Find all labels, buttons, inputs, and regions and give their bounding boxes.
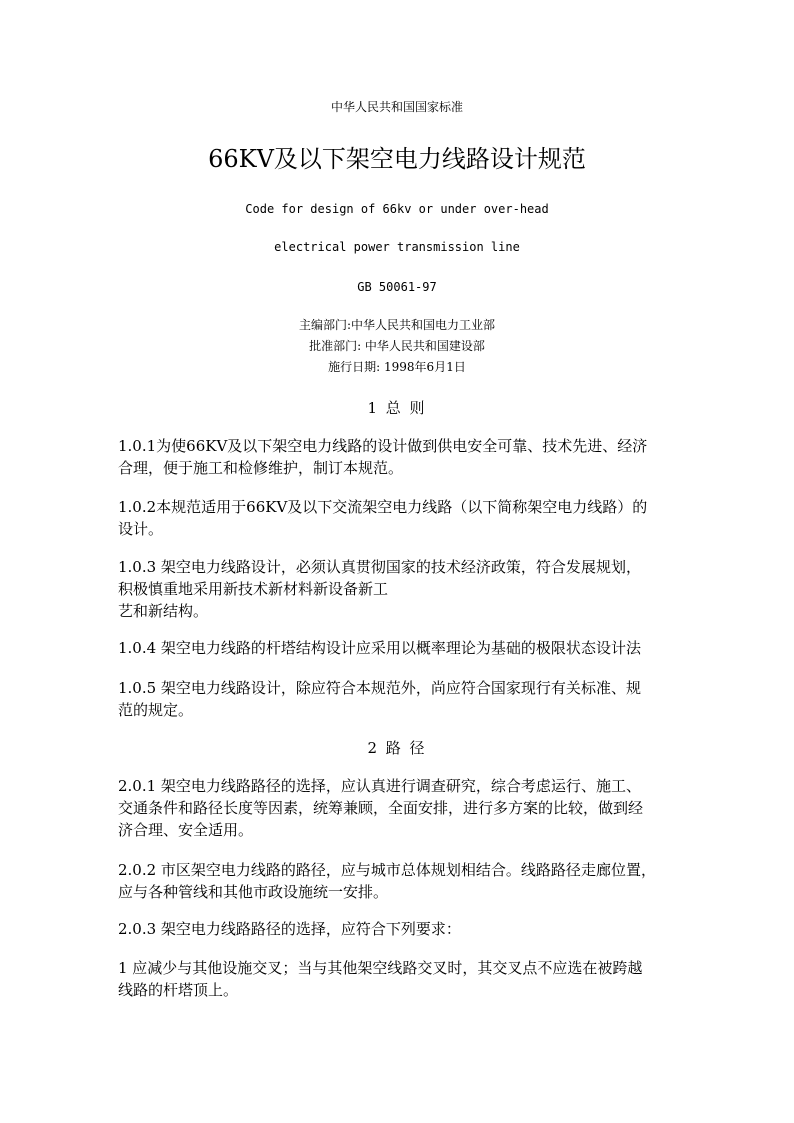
clause-2-0-2 <box>118 859 684 903</box>
english-title-line-1: Code for design of 66kv or under over-head <box>245 202 549 216</box>
approver-department: 批准部门: 中华人民共和国建设部 <box>309 339 485 353</box>
clause-1-0-5 <box>118 677 684 721</box>
clause-1-0-3 <box>118 556 684 622</box>
clause-2-0-3 <box>118 918 684 940</box>
clause-2-0-3-item-1 <box>118 957 684 1001</box>
clause-line: 合理，便于施工和检修维护，制订本规范。 <box>118 459 404 477</box>
clause-line: 1.0.3 架空电力线路设计，必须认真贯彻国家的技术经济政策，符合发展规划， <box>118 558 641 576</box>
clause-1-0-4 <box>118 637 684 659</box>
clause-line: 应与各种管线和其他市政设施统一安排。 <box>118 883 389 901</box>
clause-1-0-1 <box>118 435 684 479</box>
standard-code: GB 50061-97 <box>357 280 437 294</box>
clause-line: 2.0.3 架空电力线路路径的选择，应符合下列要求： <box>118 920 461 938</box>
english-title-line-2: electrical power transmission line <box>274 240 520 254</box>
clause-line: 设计。 <box>118 520 164 538</box>
chapter-2-heading: 2 路 径 <box>367 739 427 757</box>
clause-line: 线路的杆塔顶上。 <box>118 981 239 999</box>
editor-department: 主编部门:中华人民共和国电力工业部 <box>298 318 496 332</box>
document-title: 66KV及以下架空电力线路设计规范 <box>208 145 586 173</box>
clause-line: 积极慎重地采用新技术新材料新设备新工 <box>118 580 389 598</box>
clause-line: 2.0.1 架空电力线路路径的选择，应认真进行调查研究，综合考虑运行、施工、 <box>118 777 641 795</box>
clause-line: 济合理、安全适用。 <box>118 821 254 839</box>
effective-date: 施行日期: 1998年6月1日 <box>328 360 466 374</box>
clause-1-0-2 <box>118 496 684 540</box>
clause-line: 范的规定。 <box>118 701 194 719</box>
clause-line: 1 应减少与其他设施交叉；当与其他架空线路交叉时，其交叉点不应选在被跨越 <box>118 959 643 977</box>
standard-type: 中华人民共和国国家标准 <box>330 100 463 114</box>
clause-line: 1.0.1为使66KV及以下架空电力线路的设计做到供电安全可靠、技术先进、经济 <box>118 437 648 455</box>
chapter-1-heading: 1 总 则 <box>367 399 427 417</box>
clause-line: 交通条件和路径长度等因素，统筹兼顾，全面安排，进行多方案的比较，做到经 <box>118 799 644 817</box>
clause-line: 1.0.2本规范适用于66KV及以下交流架空电力线路（以下简称架空电力线路）的 <box>118 498 648 516</box>
clause-line: 艺和新结构。 <box>118 602 209 620</box>
clause-2-0-1 <box>118 775 684 841</box>
clause-line: 1.0.4 架空电力线路的杆塔结构设计应采用以概率理论为基础的极限状态设计法 <box>118 639 641 657</box>
clause-line: 1.0.5 架空电力线路设计，除应符合本规范外，尚应符合国家现行有关标准、规 <box>118 679 641 697</box>
clause-line: 2.0.2 市区架空电力线路的路径，应与城市总体规划相结合。线路路径走廊位置， <box>118 861 656 879</box>
